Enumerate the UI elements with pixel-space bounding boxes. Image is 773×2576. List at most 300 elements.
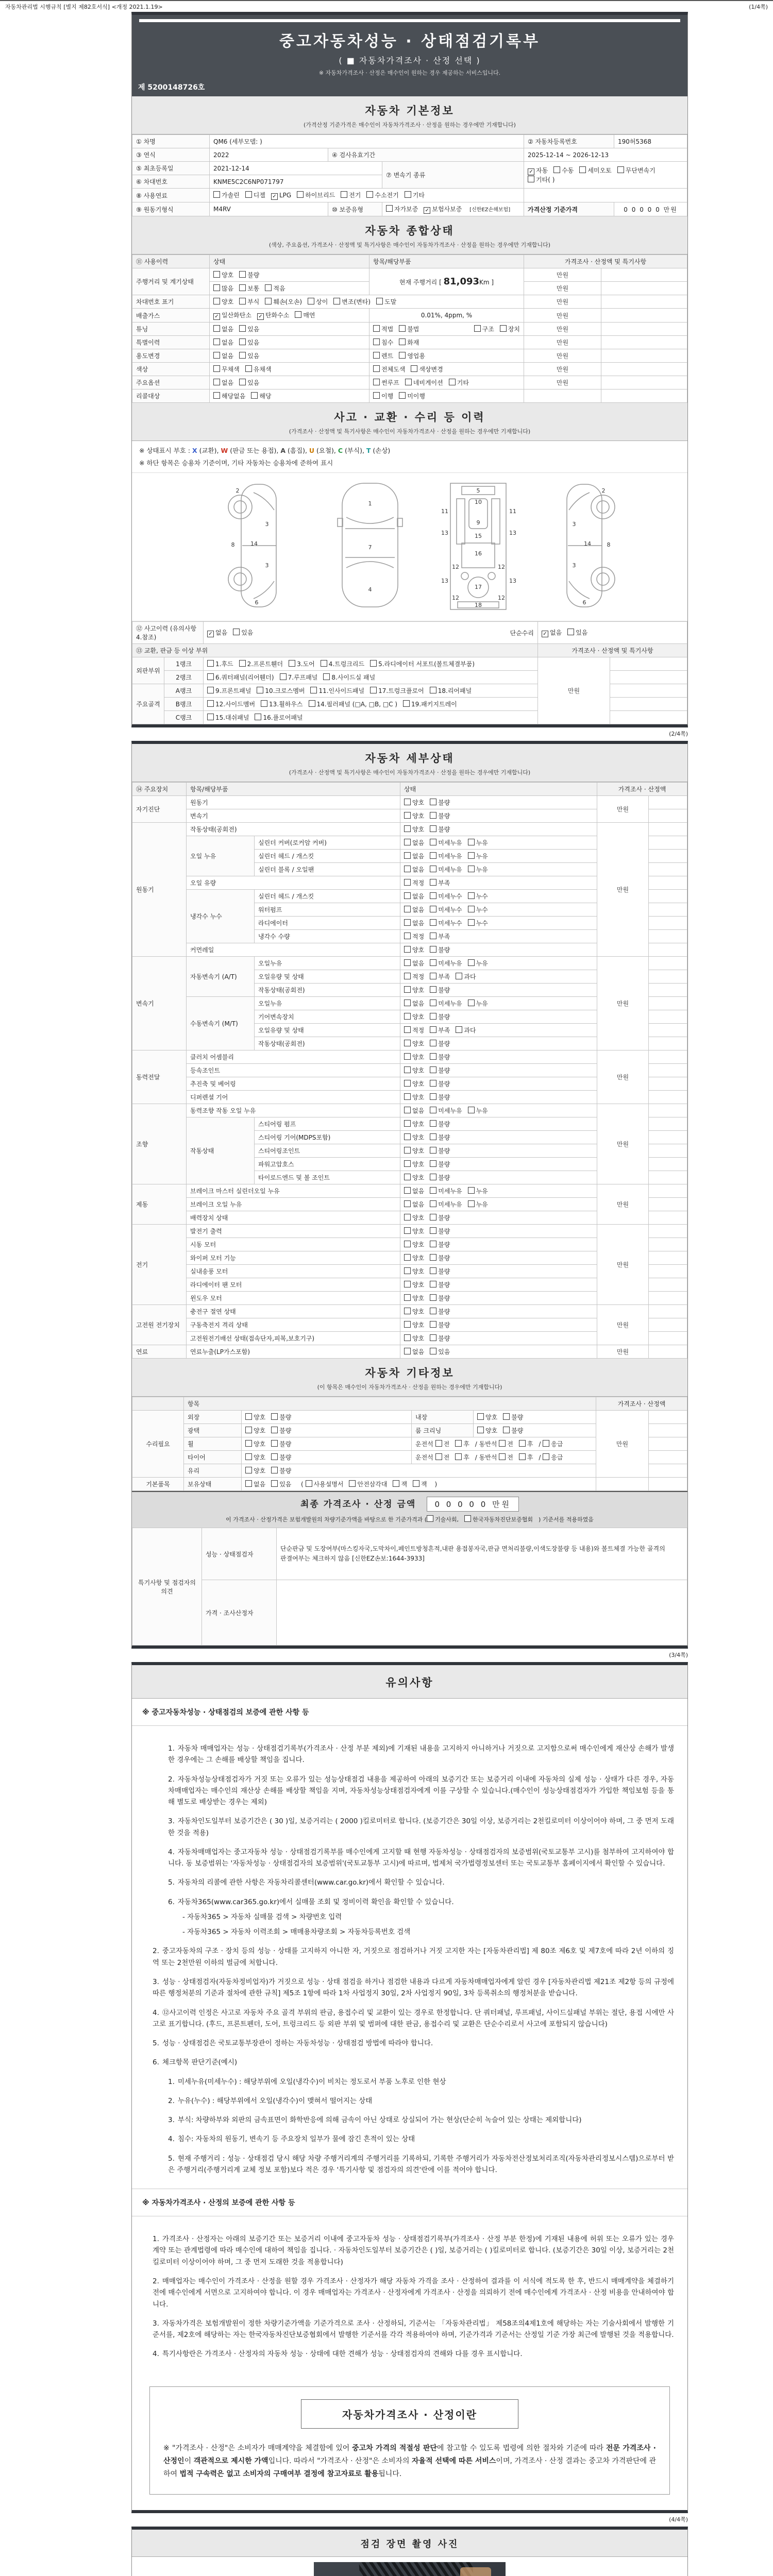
panel-group-label: 외판부위 bbox=[132, 657, 164, 684]
checkbox-label: 기술사회, bbox=[435, 1516, 459, 1523]
checkbox-icon bbox=[255, 714, 261, 720]
checkbox-option[interactable] bbox=[399, 325, 419, 333]
field-label: ⑧ 사용연료 bbox=[132, 189, 210, 202]
checkbox-option[interactable] bbox=[271, 192, 291, 200]
page-marker-4: (4/4쪽) bbox=[669, 2516, 688, 2523]
checkbox-option[interactable] bbox=[528, 166, 548, 175]
checkbox-option[interactable] bbox=[321, 659, 364, 668]
checkbox-option[interactable] bbox=[271, 1439, 291, 1448]
sub-group-label: 자동변속기 (A/T) bbox=[187, 957, 255, 997]
checkbox-option[interactable] bbox=[430, 1347, 450, 1356]
checkbox-option[interactable] bbox=[449, 378, 469, 387]
checkbox-option[interactable] bbox=[430, 1240, 450, 1249]
checkbox-option[interactable] bbox=[404, 892, 424, 901]
checkbox-option[interactable] bbox=[430, 919, 462, 927]
checkbox-option[interactable] bbox=[430, 999, 462, 1008]
checkbox-option[interactable] bbox=[468, 838, 488, 847]
checkbox-icon bbox=[404, 839, 411, 845]
checkbox-option[interactable] bbox=[245, 191, 265, 199]
checkbox-option[interactable] bbox=[542, 628, 562, 637]
sub-group-label: 수동변속기 (M/T) bbox=[187, 997, 255, 1050]
checkbox-option[interactable] bbox=[213, 191, 240, 199]
checkbox-option[interactable] bbox=[370, 659, 475, 668]
checkbox-label: 상이 bbox=[316, 298, 328, 306]
checkbox-option[interactable] bbox=[404, 945, 424, 954]
checkbox-option[interactable] bbox=[403, 700, 457, 708]
checkbox-option[interactable] bbox=[245, 1426, 265, 1435]
checkbox-icon bbox=[404, 1254, 411, 1261]
checkbox-option[interactable] bbox=[468, 959, 488, 968]
checkbox-option[interactable] bbox=[503, 1413, 523, 1421]
checkbox-icon bbox=[468, 999, 475, 1006]
state-options bbox=[400, 1225, 597, 1238]
checkbox-label: 누유 bbox=[476, 853, 488, 860]
checkbox-option[interactable] bbox=[404, 999, 424, 1008]
checkbox-option[interactable] bbox=[239, 284, 259, 293]
item-label: 연료누출(LP가스포함) bbox=[187, 1345, 400, 1359]
checkbox-option[interactable] bbox=[455, 1439, 469, 1448]
checkbox-option[interactable] bbox=[430, 1012, 450, 1021]
checkbox-option[interactable] bbox=[265, 284, 285, 293]
checkbox-option[interactable] bbox=[207, 713, 249, 722]
basic-items-options bbox=[242, 1478, 596, 1491]
checkbox-option[interactable] bbox=[430, 1253, 450, 1262]
checkbox-option[interactable] bbox=[213, 378, 233, 387]
legend-prefix: ※ 상태표시 부호 : bbox=[139, 447, 193, 454]
state-options bbox=[210, 268, 369, 282]
checkbox-option[interactable] bbox=[399, 392, 425, 400]
price-cell: 만원 bbox=[597, 1050, 649, 1104]
checkbox-option[interactable] bbox=[528, 175, 554, 184]
diagram-part-number: 1 bbox=[368, 500, 372, 507]
checkbox-icon bbox=[245, 1453, 252, 1460]
price-cell: 만원 bbox=[597, 1225, 649, 1305]
checkbox-option[interactable] bbox=[309, 700, 398, 708]
checkbox-option[interactable] bbox=[405, 378, 443, 387]
checkbox-option[interactable] bbox=[213, 392, 245, 400]
item-label: 원동기 bbox=[187, 796, 400, 809]
checkbox-option[interactable] bbox=[213, 365, 240, 374]
checkbox-option[interactable] bbox=[306, 1480, 344, 1488]
checkbox-option[interactable] bbox=[430, 1160, 450, 1168]
checkbox-option[interactable] bbox=[468, 1200, 488, 1209]
checkbox-option[interactable] bbox=[474, 325, 494, 333]
checkbox-option[interactable] bbox=[468, 919, 488, 927]
checkbox-option[interactable] bbox=[404, 1227, 424, 1235]
checkbox-option[interactable] bbox=[373, 392, 393, 400]
checkbox-option[interactable] bbox=[468, 905, 488, 914]
checkbox-label: 양호 bbox=[412, 1121, 425, 1128]
checkbox-option[interactable] bbox=[280, 673, 318, 682]
checkbox-option[interactable] bbox=[404, 865, 424, 874]
checkbox-option[interactable] bbox=[404, 1160, 424, 1168]
checkbox-option[interactable] bbox=[404, 1133, 424, 1142]
checkbox-option[interactable] bbox=[430, 1026, 450, 1035]
checkbox-option[interactable] bbox=[430, 1334, 450, 1343]
checkbox-option[interactable] bbox=[207, 659, 233, 668]
checkbox-option[interactable] bbox=[430, 1267, 450, 1276]
checkbox-option[interactable] bbox=[271, 1453, 291, 1462]
checkbox-option[interactable] bbox=[404, 1173, 424, 1182]
checkbox-option[interactable] bbox=[430, 1133, 450, 1142]
checkbox-option[interactable] bbox=[261, 700, 303, 708]
checkbox-option[interactable] bbox=[430, 1187, 462, 1195]
checkbox-option[interactable] bbox=[468, 1106, 488, 1115]
checkbox-option[interactable] bbox=[430, 798, 450, 807]
checkbox-option[interactable] bbox=[468, 999, 488, 1008]
state-options bbox=[400, 823, 597, 836]
checkbox-option[interactable] bbox=[519, 1453, 533, 1462]
checkbox-option[interactable] bbox=[213, 325, 233, 333]
checkbox-option[interactable] bbox=[404, 905, 424, 914]
checkbox-option[interactable] bbox=[424, 205, 462, 214]
checkbox-option[interactable] bbox=[213, 284, 233, 293]
checkbox-icon bbox=[245, 1440, 252, 1447]
notice-item bbox=[153, 2233, 674, 2268]
checkbox-option[interactable] bbox=[376, 297, 396, 306]
checkbox-icon bbox=[430, 946, 436, 953]
checkbox-option[interactable] bbox=[477, 1426, 497, 1435]
checkbox-option[interactable] bbox=[404, 811, 424, 820]
checkbox-option[interactable] bbox=[404, 1213, 424, 1222]
checkbox-option[interactable] bbox=[399, 338, 419, 347]
checkbox-option[interactable] bbox=[245, 365, 272, 374]
checkbox-option[interactable] bbox=[553, 166, 574, 175]
checkbox-option[interactable] bbox=[297, 191, 335, 199]
notes-intro-1: ※ 중고자동차성능 · 상태점검의 보증에 관한 사항 등 bbox=[132, 1699, 687, 1726]
checkbox-option[interactable] bbox=[207, 628, 227, 637]
checkbox-label: 양호 bbox=[412, 1094, 425, 1101]
checkbox-option[interactable] bbox=[404, 1294, 424, 1302]
checkbox-option[interactable] bbox=[404, 1253, 424, 1262]
checkbox-option[interactable] bbox=[430, 959, 462, 968]
item-label: 브레이크 오일 누유 bbox=[187, 1198, 400, 1211]
remark-cell bbox=[649, 1411, 687, 1424]
checkbox-option[interactable] bbox=[404, 878, 424, 887]
checkbox-option[interactable] bbox=[430, 905, 462, 914]
checkbox-option[interactable] bbox=[310, 686, 364, 695]
checkbox-option[interactable] bbox=[519, 1439, 533, 1448]
item-label: 보유상태 bbox=[184, 1478, 242, 1491]
checkbox-option[interactable] bbox=[430, 972, 450, 981]
checkbox-option[interactable] bbox=[404, 1120, 424, 1128]
checkbox-option[interactable] bbox=[430, 945, 450, 954]
checkbox-option[interactable] bbox=[245, 1480, 265, 1488]
checkbox-option[interactable] bbox=[456, 1026, 476, 1035]
checkbox-label: 없음 bbox=[215, 629, 228, 636]
checkbox-option[interactable] bbox=[404, 1307, 424, 1316]
checkbox-option[interactable] bbox=[435, 1453, 450, 1462]
checkbox-option[interactable] bbox=[393, 1480, 407, 1488]
checkbox-option[interactable] bbox=[373, 365, 405, 374]
first-registration-value: 2021-12-14 bbox=[210, 162, 382, 175]
checkbox-icon bbox=[404, 1200, 411, 1207]
checkbox-option[interactable] bbox=[455, 1453, 469, 1462]
checkbox-option[interactable] bbox=[213, 311, 251, 320]
checkbox-option[interactable] bbox=[456, 972, 476, 981]
usage-history-label: 배출가스 bbox=[132, 309, 210, 323]
checkbox-icon bbox=[310, 687, 317, 693]
checkbox-option[interactable] bbox=[404, 919, 424, 927]
checkbox-option[interactable] bbox=[430, 811, 450, 820]
checkbox-option[interactable] bbox=[404, 1267, 424, 1276]
checkbox-option[interactable] bbox=[430, 1294, 450, 1302]
checkbox-label: 불량 bbox=[279, 1414, 292, 1421]
checkbox-option[interactable] bbox=[430, 865, 462, 874]
checkbox-icon bbox=[373, 325, 380, 332]
checkbox-option[interactable] bbox=[468, 892, 488, 901]
checkbox-icon bbox=[430, 879, 436, 886]
state-options bbox=[400, 1010, 597, 1024]
checkbox-option[interactable] bbox=[468, 1187, 488, 1195]
checkbox-option[interactable] bbox=[411, 365, 443, 374]
checkbox-option[interactable] bbox=[257, 311, 289, 320]
checkbox-option[interactable] bbox=[251, 392, 271, 400]
checkbox-option[interactable] bbox=[430, 1213, 450, 1222]
item-label: 실린더 헤드 / 개스킷 bbox=[255, 850, 400, 863]
checkbox-option[interactable] bbox=[366, 191, 398, 199]
checkbox-option[interactable] bbox=[468, 865, 488, 874]
checkbox-option[interactable] bbox=[373, 378, 399, 387]
checkbox-label: 있음 bbox=[576, 629, 588, 636]
checkbox-option[interactable] bbox=[430, 1173, 450, 1182]
checkbox-option[interactable] bbox=[239, 297, 259, 306]
checkbox-option[interactable] bbox=[430, 1053, 450, 1061]
checkbox-label: 적음 bbox=[273, 285, 285, 292]
checkbox-option[interactable] bbox=[349, 1480, 387, 1488]
checkbox-option[interactable] bbox=[239, 378, 259, 387]
checkbox-option[interactable] bbox=[404, 1187, 424, 1195]
device-group-label: 제동 bbox=[132, 1184, 187, 1225]
checkbox-icon bbox=[404, 946, 411, 953]
notice-item bbox=[168, 1846, 674, 1870]
checkbox-option[interactable] bbox=[213, 297, 233, 306]
checkbox-option[interactable] bbox=[207, 700, 255, 708]
checkbox-label: 렌트 bbox=[381, 352, 394, 360]
other-info-subtitle: (이 항목은 매수인이 자동차가격조사 · 산정을 원하는 경우에만 기재합니다) bbox=[317, 1384, 502, 1391]
checkbox-option[interactable] bbox=[468, 852, 488, 860]
checkbox-option[interactable] bbox=[543, 1439, 563, 1448]
checkbox-option[interactable] bbox=[430, 1079, 450, 1088]
checkbox-label: 불량 bbox=[247, 272, 260, 279]
checkbox-option[interactable] bbox=[430, 838, 462, 847]
checkbox-option[interactable] bbox=[370, 686, 424, 695]
notice-item bbox=[168, 2133, 674, 2145]
checkbox-option[interactable] bbox=[499, 1439, 513, 1448]
checkbox-option[interactable] bbox=[239, 351, 259, 360]
checkbox-option[interactable] bbox=[503, 1426, 523, 1435]
checkbox-option[interactable] bbox=[239, 338, 259, 347]
final-price-label: 최종 가격조사 · 산정 금액 bbox=[300, 1499, 416, 1510]
checkbox-label: 응급 bbox=[551, 1440, 563, 1448]
checkbox-option[interactable] bbox=[289, 659, 315, 668]
checkbox-option[interactable] bbox=[404, 1240, 424, 1249]
checkbox-option[interactable] bbox=[239, 270, 259, 279]
checkbox-option[interactable] bbox=[404, 1066, 424, 1075]
checkbox-option[interactable] bbox=[404, 959, 424, 968]
checkbox-option[interactable] bbox=[430, 1280, 450, 1289]
checkbox-option[interactable] bbox=[404, 972, 424, 981]
checkbox-option[interactable] bbox=[404, 1039, 424, 1048]
state-options bbox=[400, 876, 597, 890]
car-name-value: QM6 (세부모델: ) bbox=[210, 135, 524, 148]
checkbox-option[interactable] bbox=[323, 673, 375, 682]
checkbox-option[interactable] bbox=[567, 628, 587, 637]
checkbox-option[interactable] bbox=[213, 351, 233, 360]
checkbox-icon bbox=[543, 1453, 549, 1460]
checkbox-option[interactable] bbox=[245, 1439, 265, 1448]
checkbox-option[interactable] bbox=[255, 713, 303, 722]
checkbox-option[interactable] bbox=[404, 1146, 424, 1155]
checkbox-option[interactable] bbox=[464, 1515, 533, 1523]
checkbox-icon bbox=[373, 392, 380, 399]
checkbox-option[interactable] bbox=[373, 325, 393, 333]
checkbox-option[interactable] bbox=[271, 1426, 291, 1435]
checkbox-option[interactable] bbox=[333, 297, 371, 306]
item-number: 2. bbox=[168, 2096, 175, 2105]
price-cell: 만원 bbox=[597, 796, 649, 823]
other-info-title: 자동차 기타정보 bbox=[365, 1367, 455, 1379]
notice-item bbox=[153, 1945, 674, 1969]
checkbox-option[interactable] bbox=[404, 986, 424, 994]
remark-cell bbox=[601, 295, 687, 309]
diagram-part-number: 10 bbox=[475, 499, 482, 505]
checkbox-option[interactable] bbox=[430, 1320, 450, 1329]
checkbox-option[interactable] bbox=[430, 1200, 462, 1209]
checkbox-icon bbox=[404, 892, 411, 899]
checkbox-option[interactable] bbox=[245, 1413, 265, 1421]
state-options bbox=[400, 970, 597, 984]
checkbox-option[interactable] bbox=[430, 1039, 450, 1048]
checkbox-option[interactable] bbox=[295, 311, 315, 319]
checkbox-icon bbox=[430, 1080, 436, 1087]
diagram-part-number: 5 bbox=[476, 487, 480, 494]
checkbox-option[interactable] bbox=[404, 798, 424, 807]
checkbox-option[interactable] bbox=[477, 1413, 497, 1421]
checkbox-option[interactable] bbox=[430, 1120, 450, 1128]
checkbox-option[interactable] bbox=[430, 1066, 450, 1075]
checkbox-option[interactable] bbox=[404, 1280, 424, 1289]
checkbox-option[interactable] bbox=[430, 932, 450, 941]
checkbox-option[interactable] bbox=[308, 297, 328, 306]
checkbox-option[interactable] bbox=[617, 166, 656, 175]
page-marker-2: (2/4쪽) bbox=[669, 731, 688, 737]
checkbox-option[interactable] bbox=[413, 1480, 427, 1488]
checkbox-option[interactable] bbox=[430, 1146, 450, 1155]
checkbox-option[interactable] bbox=[430, 825, 450, 834]
checkbox-option[interactable] bbox=[404, 1026, 424, 1035]
checkbox-option[interactable] bbox=[430, 892, 462, 901]
checkbox-option[interactable] bbox=[373, 338, 393, 347]
checkbox-option[interactable] bbox=[213, 270, 233, 279]
checkbox-icon bbox=[404, 812, 411, 819]
price-cell: 만원 bbox=[597, 1104, 649, 1184]
price-cell: 만원 bbox=[524, 376, 601, 389]
checkbox-option[interactable] bbox=[430, 1093, 450, 1101]
checkbox-option[interactable] bbox=[404, 1106, 424, 1115]
checkbox-option[interactable] bbox=[404, 838, 424, 847]
checkbox-option[interactable] bbox=[427, 1515, 459, 1523]
checkbox-label: 없음 bbox=[412, 1201, 425, 1208]
checkbox-option[interactable] bbox=[271, 1480, 291, 1488]
checkbox-icon bbox=[386, 205, 393, 212]
checkbox-icon bbox=[309, 700, 315, 707]
checkbox-option[interactable] bbox=[207, 686, 251, 695]
checkbox-option[interactable] bbox=[500, 325, 520, 333]
checkbox-icon bbox=[341, 191, 347, 198]
checkbox-icon bbox=[207, 714, 214, 720]
checkbox-option[interactable] bbox=[404, 1347, 424, 1356]
item-label: 외장 bbox=[184, 1411, 242, 1424]
checkbox-option[interactable] bbox=[245, 1466, 265, 1475]
inline-text: / 동반석 bbox=[475, 1440, 499, 1448]
checkbox-option[interactable] bbox=[430, 852, 462, 860]
checkbox-option[interactable] bbox=[404, 825, 424, 834]
checkbox-option[interactable] bbox=[404, 1320, 424, 1329]
checkbox-icon bbox=[404, 1080, 411, 1087]
checkbox-option[interactable] bbox=[430, 986, 450, 994]
checkbox-option[interactable] bbox=[239, 659, 283, 668]
remark-cell bbox=[601, 309, 687, 323]
checkbox-option[interactable] bbox=[430, 878, 450, 887]
checkbox-icon bbox=[239, 338, 246, 345]
device-group-label: 자기진단 bbox=[132, 796, 187, 823]
checkbox-option[interactable] bbox=[239, 325, 259, 333]
checkbox-option[interactable] bbox=[430, 1307, 450, 1316]
checkbox-option[interactable] bbox=[430, 1227, 450, 1235]
checkbox-option[interactable] bbox=[245, 1453, 265, 1462]
column-header bbox=[132, 1397, 184, 1411]
checkbox-option[interactable] bbox=[404, 1200, 424, 1209]
item-text: 매매업자는 매수인이 가격조사 · 산정을 원할 경우 가격조사 · 산정자가 해당 자동차 가격을 조사 · 산정하여 결과를 이 서식에 적도록 한 후, 반드시 매매계약을 체결하기 전에 매수인에게 서면으로 고지하여야 합니다. 이 경우 매매업자는 가격조사 · 산정자에게 가격조사 · 산정을 의뢰하기 전에 매수인에게 가격조사 · 산정 비용을 안내하여야 합니다. bbox=[153, 2277, 674, 2309]
table-row bbox=[132, 1411, 687, 1424]
final-price-band bbox=[132, 1491, 687, 1528]
checkbox-option[interactable] bbox=[373, 351, 393, 360]
checkbox-option[interactable] bbox=[399, 351, 425, 360]
checkbox-option[interactable] bbox=[435, 1439, 450, 1448]
checkbox-option[interactable] bbox=[579, 166, 611, 175]
comprehensive-subtitle: (색상, 주요옵션, 가격조사 · 산정액 및 특기사항은 매수인이 자동차가격조사 · 산정을 원하는 경우에만 기재합니다) bbox=[268, 242, 551, 248]
checkbox-option[interactable] bbox=[233, 628, 253, 637]
checkbox-option[interactable] bbox=[404, 1093, 424, 1101]
checkbox-label: 매연 bbox=[303, 312, 315, 319]
table-row bbox=[132, 295, 687, 309]
checkbox-option[interactable] bbox=[386, 205, 418, 213]
checkbox-icon bbox=[553, 166, 560, 173]
checkbox-option[interactable] bbox=[341, 191, 361, 199]
checkbox-option[interactable] bbox=[499, 1453, 513, 1462]
checkbox-option[interactable] bbox=[213, 338, 233, 347]
checkbox-option[interactable] bbox=[430, 686, 472, 695]
checkbox-option[interactable] bbox=[404, 1334, 424, 1343]
checkbox-option[interactable] bbox=[404, 852, 424, 860]
checkbox-option[interactable] bbox=[404, 1079, 424, 1088]
checkbox-option[interactable] bbox=[405, 191, 425, 199]
checkbox-option[interactable] bbox=[404, 1012, 424, 1021]
checkbox-option[interactable] bbox=[257, 686, 305, 695]
checkbox-option[interactable] bbox=[271, 1466, 291, 1475]
checkbox-label: 있음 bbox=[241, 629, 254, 636]
checkbox-option[interactable] bbox=[207, 673, 274, 682]
table-row bbox=[132, 268, 687, 282]
checkbox-option[interactable] bbox=[430, 1106, 462, 1115]
checkbox-option[interactable] bbox=[404, 1053, 424, 1061]
checkbox-option[interactable] bbox=[404, 932, 424, 941]
checkbox-option[interactable] bbox=[543, 1453, 563, 1462]
checkbox-option[interactable] bbox=[265, 297, 302, 306]
photo-area-1 bbox=[132, 2557, 687, 2576]
checkbox-option[interactable] bbox=[271, 1413, 291, 1421]
